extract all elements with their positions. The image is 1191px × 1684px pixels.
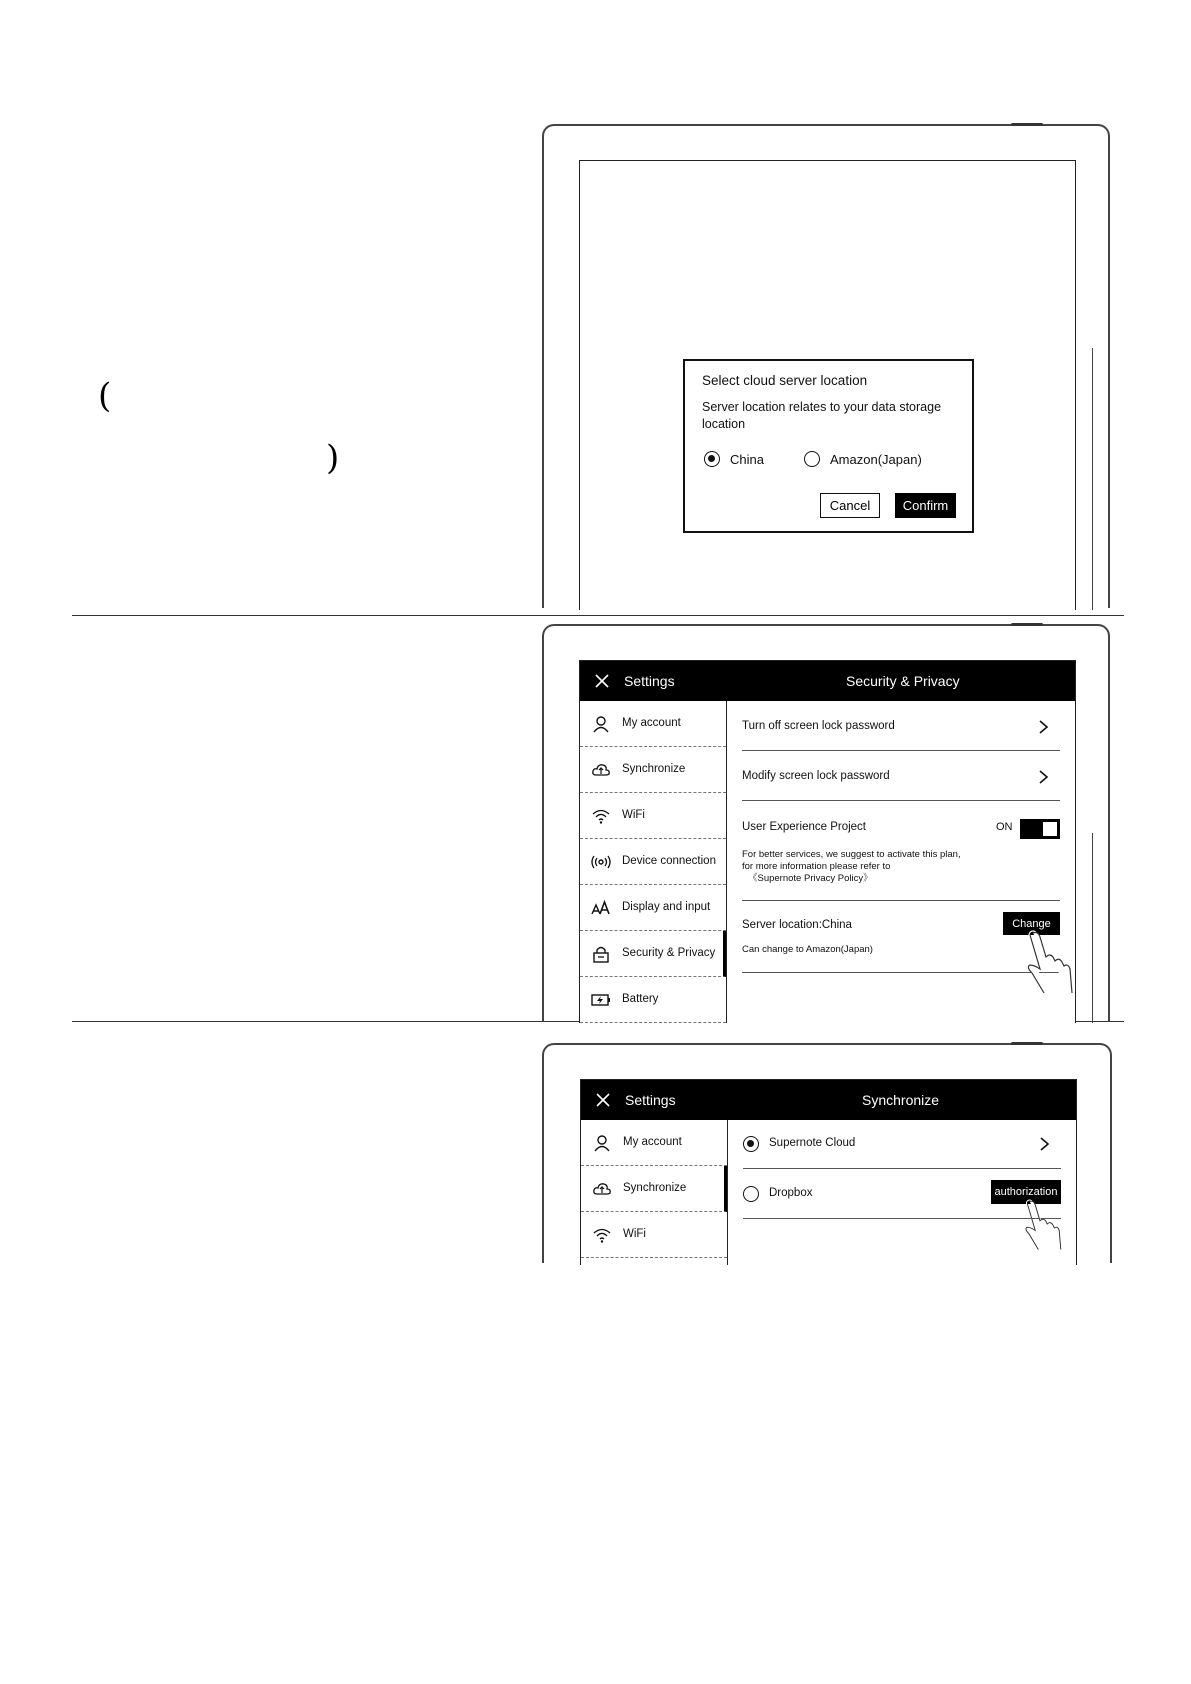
device-screen-1 — [579, 160, 1076, 610]
radio-china[interactable] — [704, 451, 720, 467]
server-change-hint: Can change to Amazon(Japan) — [742, 944, 873, 955]
wifi-icon — [592, 1226, 612, 1244]
device-frame-3 — [542, 1043, 1112, 1263]
sidebar-item-battery[interactable] — [580, 977, 726, 1023]
uep-state-label: ON — [996, 821, 1013, 833]
person-icon — [592, 1134, 612, 1152]
uep-title: User Experience Project — [742, 821, 866, 833]
device-screen-3 — [580, 1079, 1077, 1265]
modify-lock-row[interactable]: Modify screen lock password — [742, 770, 890, 782]
close-icon[interactable] — [594, 673, 610, 689]
cancel-button[interactable]: Cancel — [820, 493, 880, 518]
battery-icon — [591, 991, 611, 1009]
settings-header — [580, 661, 1075, 701]
chevron-right-icon[interactable] — [1036, 769, 1050, 785]
power-button — [1011, 623, 1043, 626]
stylus-slot — [1092, 348, 1093, 610]
row-divider — [742, 800, 1060, 801]
option-amazon-japan-label: Amazon(Japan) — [830, 452, 922, 467]
sidebar-item-synchronize[interactable] — [581, 1166, 727, 1212]
person-icon — [591, 715, 611, 733]
power-button — [1011, 1042, 1043, 1045]
sidebar-item-label: WiFi — [622, 809, 645, 821]
cloud-sync-icon — [591, 761, 611, 779]
sidebar-item-wifi[interactable] — [581, 1212, 727, 1258]
sidebar-item-my-account[interactable] — [580, 701, 726, 747]
confirm-button[interactable]: Confirm — [895, 493, 956, 518]
lock-icon — [591, 945, 611, 963]
supernote-cloud-label: Supernote Cloud — [769, 1137, 856, 1149]
cloud-sync-icon — [592, 1180, 612, 1198]
device-frame-1 — [542, 124, 1110, 608]
header-settings-title: Settings — [624, 673, 675, 689]
row-divider — [742, 900, 1060, 901]
sidebar-item-label: My account — [623, 1136, 682, 1148]
security-settings-panel — [726, 701, 1075, 1023]
pointing-hand-icon — [1016, 921, 1076, 1001]
sidebar-item-device-connection[interactable] — [580, 839, 726, 885]
sidebar-item-my-account[interactable] — [581, 1120, 727, 1166]
dropbox-label: Dropbox — [769, 1187, 813, 1199]
uep-description: For better services, we suggest to activate this plan, for more information please refer to — [742, 849, 961, 872]
sidebar-item-wifi[interactable] — [580, 793, 726, 839]
stylus-slot — [1092, 833, 1093, 1023]
sidebar-item-display-input[interactable] — [580, 885, 726, 931]
radio-amazon-japan[interactable] — [804, 451, 820, 467]
server-location-dialog — [683, 359, 974, 533]
sidebar-item-label: Display and input — [622, 901, 711, 913]
settings-header — [581, 1080, 1076, 1120]
close-icon[interactable] — [595, 1092, 611, 1108]
radio-supernote-cloud[interactable] — [743, 1136, 759, 1152]
turn-off-lock-row[interactable]: Turn off screen lock password — [742, 720, 895, 732]
privacy-policy-link[interactable]: 《Supernote Privacy Policy》 — [748, 873, 873, 884]
row-divider — [742, 972, 1060, 973]
sidebar-item-label: Device connection — [622, 855, 716, 867]
server-location-label: Server location:China — [742, 919, 852, 931]
wifi-icon — [591, 807, 611, 825]
header-page-title: Security & Privacy — [846, 673, 960, 689]
device-frame-2 — [542, 624, 1110, 1021]
sidebar-item-label: Security & Privacy — [622, 947, 716, 959]
chevron-right-icon[interactable] — [1036, 719, 1050, 735]
sidebar-item-label: Battery — [622, 993, 659, 1005]
broadcast-icon — [591, 853, 611, 871]
change-server-button[interactable]: Change — [1003, 912, 1060, 935]
sidebar-item-label: WiFi — [623, 1228, 646, 1240]
sync-settings-panel — [727, 1120, 1076, 1265]
dialog-title: Select cloud server location — [702, 373, 868, 388]
row-divider — [743, 1168, 1061, 1169]
row-divider — [742, 750, 1060, 751]
sidebar-item-synchronize[interactable] — [580, 747, 726, 793]
header-page-title: Synchronize — [862, 1092, 940, 1108]
open-parenthesis: ( — [98, 376, 112, 416]
sidebar-item-label: Synchronize — [622, 763, 686, 775]
dialog-description: Server location relates to your data storage location — [702, 400, 942, 431]
radio-dropbox[interactable] — [743, 1186, 759, 1202]
sidebar-item-security-privacy[interactable] — [580, 931, 726, 977]
close-parenthesis: ) — [326, 438, 340, 478]
sidebar-item-label: My account — [622, 717, 681, 729]
font-size-icon — [591, 899, 611, 917]
pointing-hand-icon — [1014, 1192, 1066, 1256]
settings-sidebar — [580, 701, 727, 1023]
uep-toggle[interactable] — [1020, 819, 1060, 839]
option-china-label: China — [730, 452, 764, 467]
sidebar-item-label: Synchronize — [623, 1182, 687, 1194]
header-settings-title: Settings — [625, 1092, 676, 1108]
settings-sidebar — [581, 1120, 728, 1265]
chevron-right-icon[interactable] — [1037, 1136, 1051, 1152]
device-screen-2 — [579, 660, 1076, 1023]
power-button — [1011, 123, 1043, 126]
authorization-button[interactable]: authorization — [991, 1180, 1061, 1204]
section-divider-1 — [72, 615, 1124, 616]
